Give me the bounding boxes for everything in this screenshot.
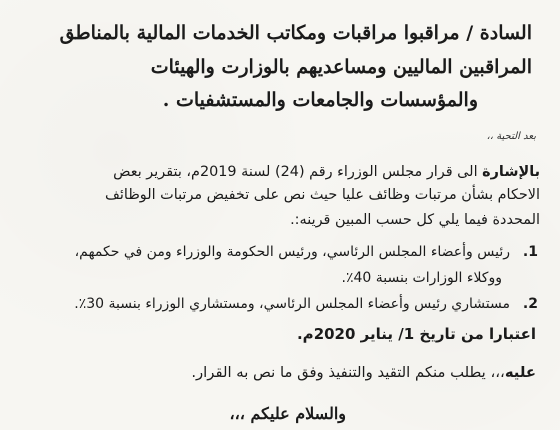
paragraph-line-1-rest: الى قرار مجلس الوزراء رقم (24) لسنة 2019م، بتقرير بعض (113, 164, 483, 180)
closing-line (191, 364, 536, 381)
recipient-heading-line-1: السادة / مراقبوا مراقبات ومكاتب الخدمات المالية بالمناطق (59, 22, 532, 44)
list-item-1-text-line-1: رئيس وأعضاء المجلس الرئاسي، ورئيس الحكومة والوزراء ومن في حكمهم، (74, 244, 510, 260)
paragraph-lead-word: بالإشارة (482, 164, 540, 180)
list-item-2-number: 2. (522, 296, 538, 312)
recipient-heading-line-3: والمؤسسات والجامعات والمستشفيات . (162, 89, 478, 111)
salam-closing: والسلام عليكم ،،، (229, 404, 346, 423)
recipient-heading-line-2: المراقبين الماليين ومساعديهم بالوزارت والهيئات (150, 56, 532, 78)
list-item-2-text-line-1: مستشاري رئيس وأعضاء المجلس الرئاسي، ومستشاري الوزراء بنسبة 30٪. (74, 296, 510, 312)
closing-rest: ،،، يطلب منكم التقيد والتنفيذ وفق ما نص به القرار. (191, 364, 505, 381)
list-item-1-number: 1. (522, 244, 538, 260)
effective-date: اعتبارا من تاريخ 1/ يناير 2020م. (296, 325, 536, 343)
list-item-1-line-2: ووكلاء الوزارات بنسبة 40٪. (341, 270, 502, 286)
paragraph-line-2: الاحكام بشأن مرتبات وظائف عليا حيث نص على تخفيض مرتبات الوظائف (105, 187, 540, 203)
paragraph-line-1 (113, 164, 540, 180)
list-item-2 (74, 296, 538, 312)
closing-lead-word: عليه (504, 364, 536, 381)
paragraph-line-3: المحددة فيما يلي كل حسب المبين قرينه:. (290, 212, 540, 228)
greeting-text: بعد التحية ،، (486, 131, 536, 142)
list-item-1 (75, 244, 538, 260)
